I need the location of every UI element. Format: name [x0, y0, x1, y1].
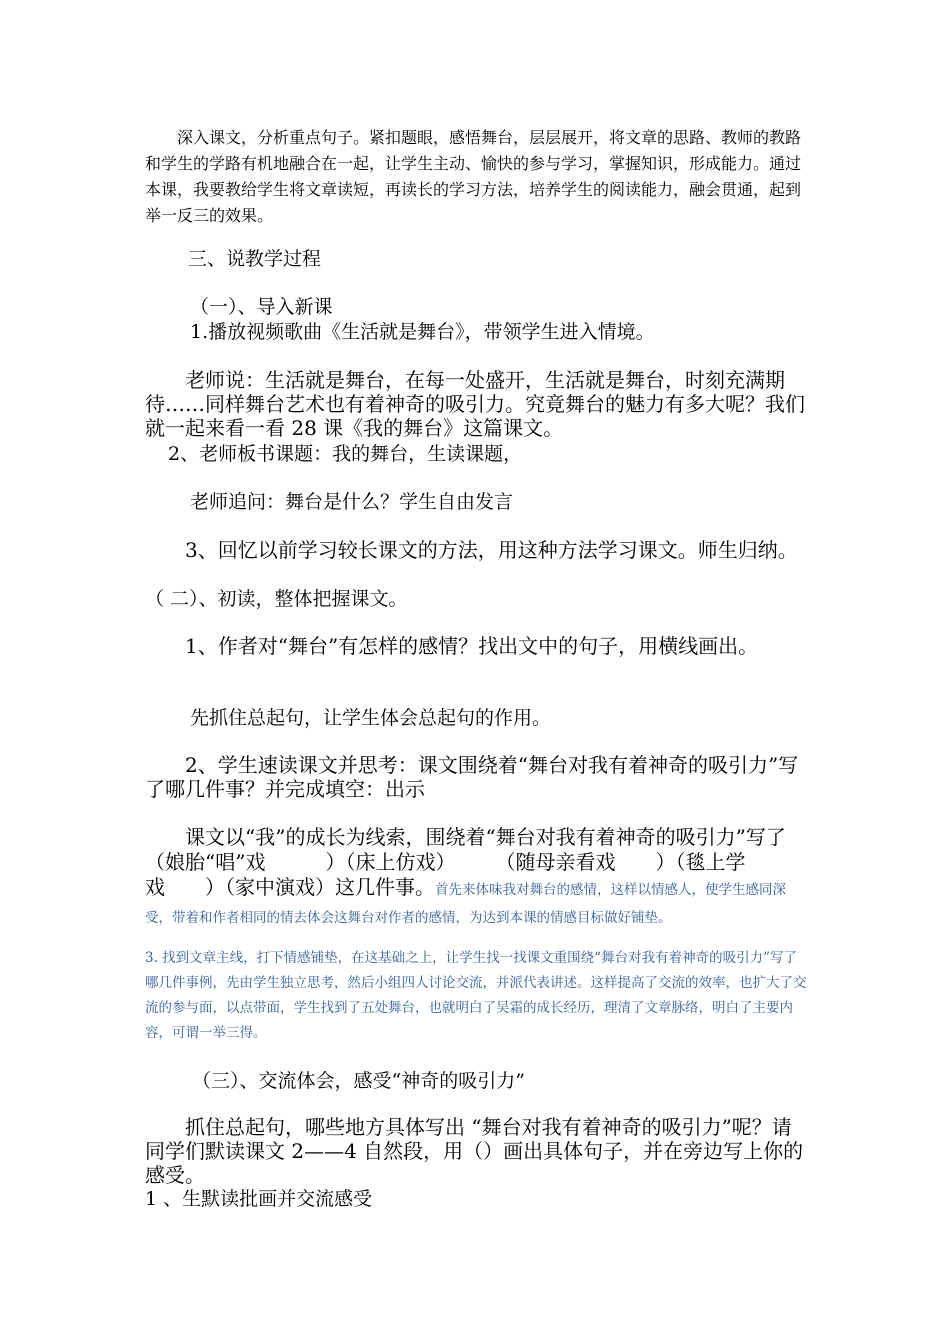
paragraph-teacher-asks: 老师追问：舞台是什么？学生自由发言	[190, 491, 514, 513]
paragraph-recall: 3、回忆以前学习较长课文的方法，用这种方法学习课文。师生归纳。	[185, 538, 798, 562]
heading-teaching-process: 三、说教学过程	[188, 248, 322, 270]
note-main-thread: 3. 找到文章主线，打下情感铺垫，在这基础之上，让学生找一找课文重围绕“舞台对我有着神奇的吸引力”写了哪几件事例，先由学生独立思考，然后小组四人讨论交流，并派代表讲述。这样提高了交流的效率，也扩大了交流的参与面，以点带面，学生找到了五处舞台，也就明白了吴霜的成长经历，理清了文章脉络，明白了主要内容，可谓一举三得。	[145, 950, 807, 1041]
paragraph-question-2: 2、学生速读课文并思考：课文围绕着“舞台对我有着神奇的吸引力”写了哪几件事？并完成填空：出示	[145, 753, 799, 801]
paragraph-method: 深入课文，分析重点句子。紧扣题眼，感悟舞台，层层展开，将文章的思路、教师的教路和学生的学路有机地融合在一起，让学生主动、愉快的参与学习，掌握知识，形成能力。通过本课，我要教给学生将文章读短，再读长的学习方法，培养学生的阅读能力，融会贯通，起到举一反三的效果。	[145, 128, 802, 225]
paragraph-question-1: 1、作者对“舞台”有怎样的感情？找出文中的句子，用横线画出。	[185, 634, 759, 658]
fill-blank-text: 课文以“我”的成长为线索，围绕着“舞台对我有着神奇的吸引力”写了（娘胎“唱”戏 ）（床上仿戏） （随母亲看戏 ）（毯上学戏 ）（家中演戏）这几件事。	[145, 825, 786, 899]
paragraph-intro-video: 1.播放视频歌曲《生活就是舞台》，带领学生进入情境。	[190, 321, 655, 343]
paragraph-grasp-sentence: 抓住总起句，哪些地方具体写出 “舞台对我有着神奇的吸引力”呢？请同学们默读课文 2——4 自然段，用（）画出具体句子，并在旁边写上你的感受。	[145, 1115, 804, 1187]
paragraph-teacher-says: 老师说：生活就是舞台，在每一处盛开，生活就是舞台，时刻充满期待……同样舞台艺术也有着神奇的吸引力。究竟舞台的魅力有多大呢？我们就一起来看一看 28 课《我的舞台》这篇课文。	[145, 368, 805, 440]
heading-exchange: （三）、交流体会，感受“神奇的吸引力”	[192, 1070, 525, 1092]
fill-blank-note: 首先来体味我对舞台的感情，这样以情感人，使学生感同深受，带着和作者相同的情去体会这舞台对作者的感情，为达到本课的情感目标做好铺垫。	[145, 882, 786, 926]
paragraph-fill-blank	[145, 825, 810, 931]
heading-intro: （一）、导入新课	[190, 296, 333, 318]
paragraph-silent-reading: 1 、生默读批画并交流感受	[145, 1188, 373, 1210]
paragraph-grasp-topic: 先抓住总起句，让学生体会总起句的作用。	[190, 707, 552, 729]
paragraph-board-title: 2、老师板书课题：我的舞台，生读课题，	[168, 443, 523, 465]
heading-first-reading: （ 二）、初读，整体把握课文。	[145, 588, 408, 610]
